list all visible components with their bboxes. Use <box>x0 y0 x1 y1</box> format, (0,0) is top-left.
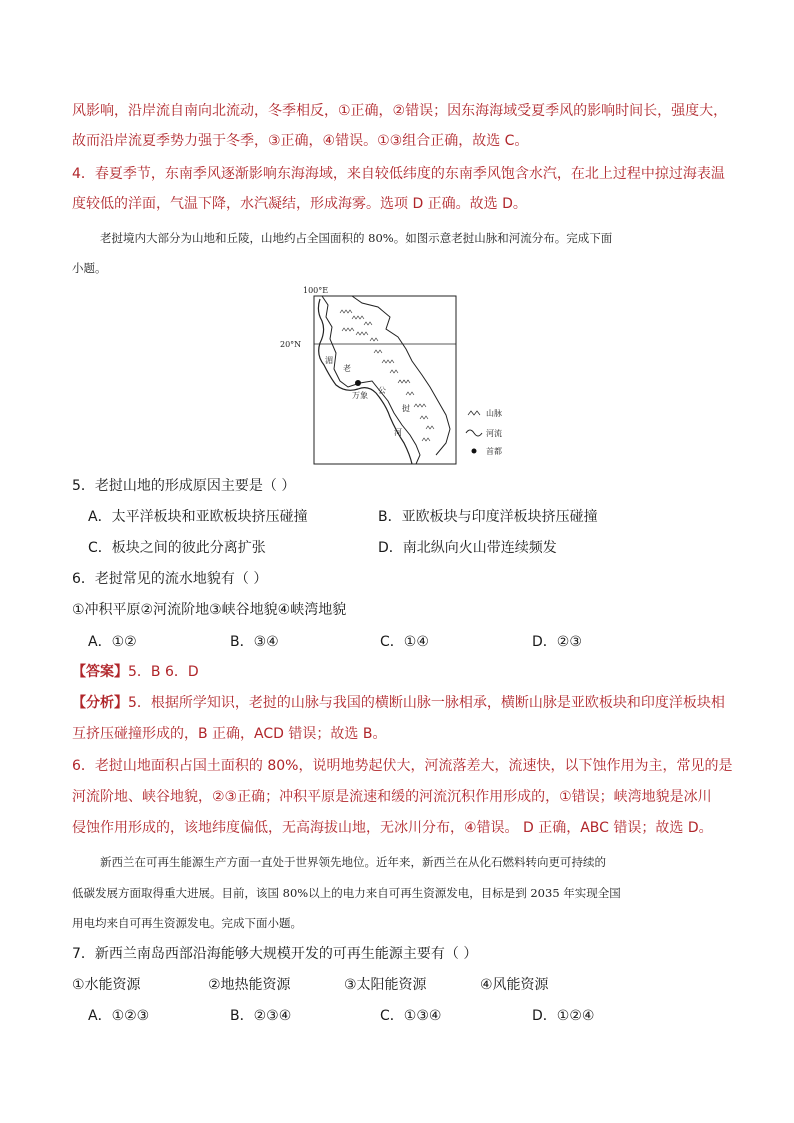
question-stem: 用电均来自可再生资源发电。完成下面小题。 <box>72 916 302 930</box>
option-c[interactable]: C．①③④ <box>380 1008 442 1024</box>
option-c[interactable]: C．板块之间的彼此分离扩张 <box>88 540 266 556</box>
question-7-item: ③太阳能资源 <box>344 977 427 993</box>
option-b[interactable]: B．③④ <box>230 634 279 650</box>
analysis-line: 度较低的洋面，气温下降，水汽凝结，形成海雾。选项 D 正确。故选 D。 <box>72 196 527 212</box>
answer-tag: 【答案】 <box>72 664 128 680</box>
answer-line <box>72 662 199 682</box>
question-7-item: ②地热能资源 <box>208 977 291 993</box>
country-border <box>322 296 450 464</box>
question-6: 6．老挝常见的流水地貌有（ ） <box>72 571 268 587</box>
laos-map-figure <box>270 283 530 468</box>
country-char: 挝 <box>402 404 410 413</box>
analysis-line: 侵蚀作用形成的，该地纬度偏低，无高海拔山地，无冰川分布，④错误。 D 正确，ABC 错误；故选 D。 <box>72 820 713 836</box>
analysis-line <box>72 693 725 713</box>
capital-label: 万象 <box>352 391 368 400</box>
option-b[interactable]: B．②③④ <box>230 1008 292 1024</box>
map-legend <box>466 408 502 456</box>
mekong-river <box>318 299 412 464</box>
option-d[interactable]: D．①②④ <box>532 1008 595 1024</box>
question-stem: 小题。 <box>72 261 107 275</box>
analysis-tag: 【分析】 <box>72 695 128 711</box>
option-a[interactable]: A．太平洋板块和亚欧板块挤压碰撞 <box>88 509 308 525</box>
longitude-label: 100°E <box>303 286 329 295</box>
option-a[interactable]: A．①②③ <box>88 1008 150 1024</box>
question-7-item: ①水能资源 <box>72 977 141 993</box>
river-char: 公 <box>378 386 386 395</box>
legend-mountain-label: 山脉 <box>486 409 502 418</box>
legend-capital-icon <box>472 449 477 454</box>
question-7-item: ④风能资源 <box>480 977 549 993</box>
analysis-line: 故而沿岸流夏季势力强于冬季，③正确，④错误。①③组合正确，故选 C。 <box>72 133 529 149</box>
river-char: 湄 <box>325 356 333 365</box>
latitude-label: 20°N <box>280 340 302 349</box>
analysis-line: 互挤压碰撞形成的，B 正确，ACD 错误；故选 B。 <box>72 726 387 742</box>
analysis-line: 6．老挝山地面积占国土面积的 80%，说明地势起伏大，河流落差大，流速快，以下蚀作用为主，常见的是 <box>72 758 733 774</box>
option-c[interactable]: C．①④ <box>380 634 429 650</box>
question-6-items: ①冲积平原②河流阶地③峡谷地貌④峡湾地貌 <box>72 602 347 618</box>
option-a[interactable]: A．①② <box>88 634 137 650</box>
legend-river-label: 河流 <box>486 429 502 438</box>
analysis-line: 4．春夏季节，东南季风逐渐影响东海海域，来自较低纬度的东南季风饱含水汽，在北上过程中掠过海表温 <box>72 166 725 182</box>
question-stem: 老挝境内大部分为山地和丘陵，山地约占全国面积的 80%。如图示意老挝山脉和河流分布。完成下面 <box>100 231 613 245</box>
legend-river-icon <box>466 430 482 436</box>
analysis-line: 河流阶地、峡谷地貌，②③正确；冲积平原是流速和缓的河流沉积作用形成的，①错误；峡湾地貌是冰川 <box>72 789 712 805</box>
answer-text: 5．B 6．D <box>128 664 199 680</box>
analysis-text: 5．根据所学知识，老挝的山脉与我国的横断山脉一脉相承，横断山脉是亚欧板块和印度洋板块相 <box>128 695 725 711</box>
question-5: 5．老挝山地的形成原因主要是（ ） <box>72 478 296 494</box>
country-char: 老 <box>343 364 351 373</box>
capital-dot <box>355 380 361 386</box>
question-stem: 新西兰在可再生能源生产方面一直处于世界领先地位。近年来，新西兰在从化石燃料转向更可持续的 <box>100 855 606 869</box>
map-frame <box>314 296 456 464</box>
legend-capital-label: 首都 <box>486 447 502 456</box>
legend-mountain-icon <box>468 411 480 415</box>
question-7: 7．新西兰南岛西部沿海能够大规模开发的可再生能源主要有（ ） <box>72 946 478 962</box>
option-d[interactable]: D．②③ <box>532 634 582 650</box>
question-stem: 低碳发展方面取得重大进展。目前，该国 80%以上的电力来自可再生资源发电，目标是到 2035 年实现全国 <box>72 886 621 900</box>
option-b[interactable]: B．亚欧板块与印度洋板块挤压碰撞 <box>378 509 598 525</box>
river-char: 河 <box>394 428 402 437</box>
analysis-line: 风影响，沿岸流自南向北流动，冬季相反，①正确，②错误；因东海海域受夏季风的影响时间长，强度大， <box>72 103 728 119</box>
option-d[interactable]: D．南北纵向火山带连续频发 <box>378 540 557 556</box>
